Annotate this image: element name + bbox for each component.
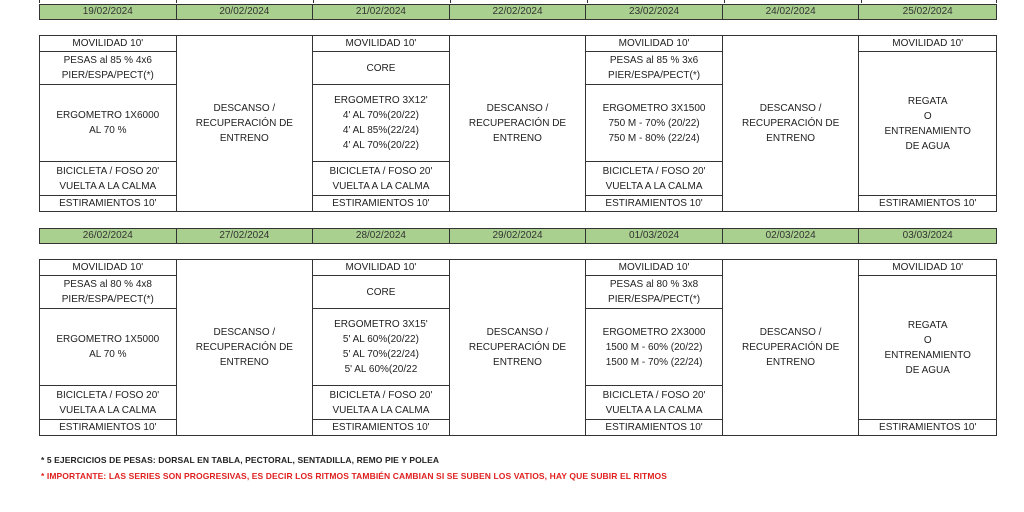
ergo-line: 5' AL 60%(20/22) bbox=[342, 334, 419, 345]
note-importante: * IMPORTANTE: LAS SERIES SON PROGRESIVAS, ES DECIR LOS RITMOS TAMBIÉN CAMBIAN SI SE SUBEN LOS VATIOS, HAY QUE SUBIR EL RITMOS bbox=[41, 471, 667, 481]
week2-date-header bbox=[39, 228, 997, 244]
bicicleta-cell bbox=[313, 162, 449, 196]
regata-line: REGATA bbox=[907, 95, 948, 107]
bici-line: BICICLETA / FOSO 20' bbox=[602, 165, 706, 177]
bicicleta-cell bbox=[586, 162, 722, 196]
estiramientos-cell: ESTIRAMIENTOS 10' bbox=[59, 422, 157, 433]
descanso-cell bbox=[450, 260, 586, 435]
ergo-line: ERGOMETRO 1X5000 bbox=[56, 334, 160, 345]
core-cell: CORE bbox=[313, 276, 449, 309]
movilidad-cell: MOVILIDAD 10' bbox=[859, 260, 996, 276]
ergo-line: ERGOMETRO 3X15' bbox=[334, 319, 428, 330]
estiramientos-cell: ESTIRAMIENTOS 10' bbox=[332, 198, 430, 209]
pesas-line: PIER/ESPA/PECT(*) bbox=[61, 70, 154, 81]
previous-table-edge bbox=[39, 0, 997, 3]
date-cell: 21/02/2024 bbox=[313, 5, 450, 19]
estiramientos-cell: ESTIRAMIENTOS 10' bbox=[879, 422, 977, 433]
ergo-line: ERGOMETRO 2X3000 bbox=[602, 326, 706, 338]
regata-cell bbox=[859, 276, 996, 420]
pesas-line: PESAS al 80 % 3x8 bbox=[609, 279, 699, 290]
bici-line: VUELTA A LA CALMA bbox=[605, 180, 703, 192]
ergo-line: 4' AL 70%(20/22) bbox=[342, 140, 419, 151]
pesas-line: PESAS al 85 % 4x6 bbox=[63, 55, 152, 66]
movilidad-cell: MOVILIDAD 10' bbox=[313, 36, 449, 52]
rest-line: ENTRENO bbox=[493, 133, 542, 144]
movilidad-cell: MOVILIDAD 10' bbox=[586, 36, 722, 52]
movilidad-cell: MOVILIDAD 10' bbox=[40, 36, 176, 52]
date-cell: 26/02/2024 bbox=[40, 229, 177, 243]
week1-date-header bbox=[39, 4, 997, 20]
core-cell: CORE bbox=[313, 52, 449, 85]
week2-schedule bbox=[39, 259, 997, 436]
bici-line: BICICLETA / FOSO 20' bbox=[56, 165, 160, 177]
rest-line: RECUPERACIÓN DE bbox=[468, 342, 567, 353]
bici-line: VUELTA A LA CALMA bbox=[332, 180, 430, 192]
day-friday bbox=[586, 260, 723, 435]
date-cell: 24/02/2024 bbox=[723, 5, 860, 19]
rest-line: RECUPERACIÓN DE bbox=[195, 118, 293, 129]
date-cell: 28/02/2024 bbox=[313, 229, 450, 243]
regata-line: O bbox=[923, 334, 932, 346]
bici-line: BICICLETA / FOSO 20' bbox=[602, 389, 706, 401]
rest-line: DESCANSO / bbox=[759, 327, 822, 338]
date-cell: 25/02/2024 bbox=[859, 5, 996, 19]
ergometro-cell bbox=[40, 309, 176, 386]
regata-line: DE AGUA bbox=[905, 140, 950, 152]
date-cell: 20/02/2024 bbox=[177, 5, 314, 19]
ergo-line: 750 M - 80% (22/24) bbox=[608, 132, 700, 144]
ergo-line: ERGOMETRO 1X6000 bbox=[56, 110, 160, 121]
regata-cell bbox=[859, 52, 996, 196]
bici-line: BICICLETA / FOSO 20' bbox=[56, 389, 160, 401]
rest-line: RECUPERACIÓN DE bbox=[742, 118, 840, 129]
day-monday bbox=[40, 36, 177, 211]
bicicleta-cell bbox=[40, 162, 176, 196]
pesas-cell bbox=[40, 52, 176, 85]
regata-line: DE AGUA bbox=[905, 364, 950, 376]
descanso-cell bbox=[723, 36, 859, 211]
rest-line: DESCANSO / bbox=[486, 103, 549, 114]
bici-line: VUELTA A LA CALMA bbox=[605, 404, 703, 416]
bici-line: BICICLETA / FOSO 20' bbox=[329, 389, 433, 401]
bici-line: VUELTA A LA CALMA bbox=[59, 404, 157, 416]
rest-line: RECUPERACIÓN DE bbox=[468, 118, 567, 129]
date-cell: 02/03/2024 bbox=[723, 229, 860, 243]
day-thursday bbox=[450, 260, 587, 435]
ergo-line: AL 70 % bbox=[89, 125, 127, 136]
bici-line: BICICLETA / FOSO 20' bbox=[329, 165, 433, 177]
rest-line: DESCANSO / bbox=[213, 327, 276, 338]
pesas-line: PIER/ESPA/PECT(*) bbox=[61, 294, 154, 305]
ergo-line: 1500 M - 70% (22/24) bbox=[605, 356, 703, 368]
date-cell: 29/02/2024 bbox=[450, 229, 587, 243]
bicicleta-cell bbox=[313, 386, 449, 420]
note-pesas: * 5 EJERCICIOS DE PESAS: DORSAL EN TABLA, PECTORAL, SENTADILLA, REMO PIE Y POLEA bbox=[41, 455, 440, 465]
ergometro-cell bbox=[313, 85, 449, 162]
estiramientos-cell: ESTIRAMIENTOS 10' bbox=[59, 198, 157, 209]
day-friday bbox=[586, 36, 723, 211]
pesas-cell bbox=[586, 52, 722, 85]
estiramientos-cell: ESTIRAMIENTOS 10' bbox=[332, 422, 430, 433]
date-cell: 03/03/2024 bbox=[859, 229, 996, 243]
day-wednesday bbox=[313, 36, 450, 211]
regata-line: ENTRENAMIENTO bbox=[884, 125, 971, 137]
rest-line: RECUPERACIÓN DE bbox=[195, 342, 293, 353]
date-cell: 19/02/2024 bbox=[40, 5, 177, 19]
ergometro-cell bbox=[40, 85, 176, 162]
ergo-line: 5' AL 70%(22/24) bbox=[342, 349, 419, 360]
ergo-line: AL 70 % bbox=[89, 349, 127, 360]
pesas-line: PESAS al 85 % 3x6 bbox=[609, 55, 699, 66]
bici-line: VUELTA A LA CALMA bbox=[332, 404, 430, 416]
day-sunday bbox=[859, 260, 996, 435]
bicicleta-cell bbox=[40, 386, 176, 420]
rest-line: ENTRENO bbox=[766, 133, 816, 144]
estiramientos-cell: ESTIRAMIENTOS 10' bbox=[879, 198, 977, 209]
pesas-cell bbox=[40, 276, 176, 309]
ergometro-cell bbox=[313, 309, 449, 386]
descanso-cell bbox=[177, 260, 313, 435]
date-cell: 01/03/2024 bbox=[586, 229, 723, 243]
movilidad-cell: MOVILIDAD 10' bbox=[859, 36, 996, 52]
descanso-cell bbox=[723, 260, 859, 435]
day-saturday bbox=[723, 260, 860, 435]
day-thursday bbox=[450, 36, 587, 211]
ergo-line: 4' AL 70%(20/22) bbox=[342, 110, 419, 121]
movilidad-cell: MOVILIDAD 10' bbox=[313, 260, 449, 276]
descanso-cell bbox=[450, 36, 586, 211]
date-cell: 27/02/2024 bbox=[177, 229, 314, 243]
regata-line: REGATA bbox=[907, 319, 948, 331]
ergometro-cell bbox=[586, 85, 722, 162]
bicicleta-cell bbox=[586, 386, 722, 420]
day-saturday bbox=[723, 36, 860, 211]
regata-line: ENTRENAMIENTO bbox=[884, 349, 971, 361]
estiramientos-cell: ESTIRAMIENTOS 10' bbox=[605, 198, 703, 209]
descanso-cell bbox=[177, 36, 313, 211]
day-monday bbox=[40, 260, 177, 435]
movilidad-cell: MOVILIDAD 10' bbox=[586, 260, 722, 276]
date-cell: 22/02/2024 bbox=[450, 5, 587, 19]
regata-line: O bbox=[923, 110, 932, 122]
ergo-line: 4' AL 85%(22/24) bbox=[342, 125, 419, 136]
day-wednesday bbox=[313, 260, 450, 435]
rest-line: RECUPERACIÓN DE bbox=[742, 342, 840, 353]
day-tuesday bbox=[177, 36, 314, 211]
rest-line: ENTRENO bbox=[766, 357, 816, 368]
pesas-line: PIER/ESPA/PECT(*) bbox=[608, 70, 701, 81]
rest-line: DESCANSO / bbox=[213, 103, 276, 114]
day-tuesday bbox=[177, 260, 314, 435]
day-sunday bbox=[859, 36, 996, 211]
ergo-line: ERGOMETRO 3X12' bbox=[334, 95, 428, 106]
rest-line: DESCANSO / bbox=[486, 327, 549, 338]
estiramientos-cell: ESTIRAMIENTOS 10' bbox=[605, 422, 703, 433]
rest-line: DESCANSO / bbox=[759, 103, 822, 114]
pesas-cell bbox=[586, 276, 722, 309]
pesas-line: PESAS al 80 % 4x8 bbox=[63, 279, 152, 290]
movilidad-cell: MOVILIDAD 10' bbox=[40, 260, 176, 276]
ergo-line: 1500 M - 60% (20/22) bbox=[605, 341, 703, 353]
pesas-line: PIER/ESPA/PECT(*) bbox=[608, 294, 701, 305]
bici-line: VUELTA A LA CALMA bbox=[59, 180, 157, 192]
week1-schedule bbox=[39, 35, 997, 212]
rest-line: ENTRENO bbox=[219, 357, 269, 368]
rest-line: ENTRENO bbox=[219, 133, 269, 144]
ergo-line: 5' AL 60%(20/22 bbox=[344, 364, 418, 375]
rest-line: ENTRENO bbox=[493, 357, 542, 368]
ergo-line: 750 M - 70% (20/22) bbox=[608, 117, 700, 129]
date-cell: 23/02/2024 bbox=[586, 5, 723, 19]
ergo-line: ERGOMETRO 3X1500 bbox=[602, 102, 706, 114]
ergometro-cell bbox=[586, 309, 722, 386]
